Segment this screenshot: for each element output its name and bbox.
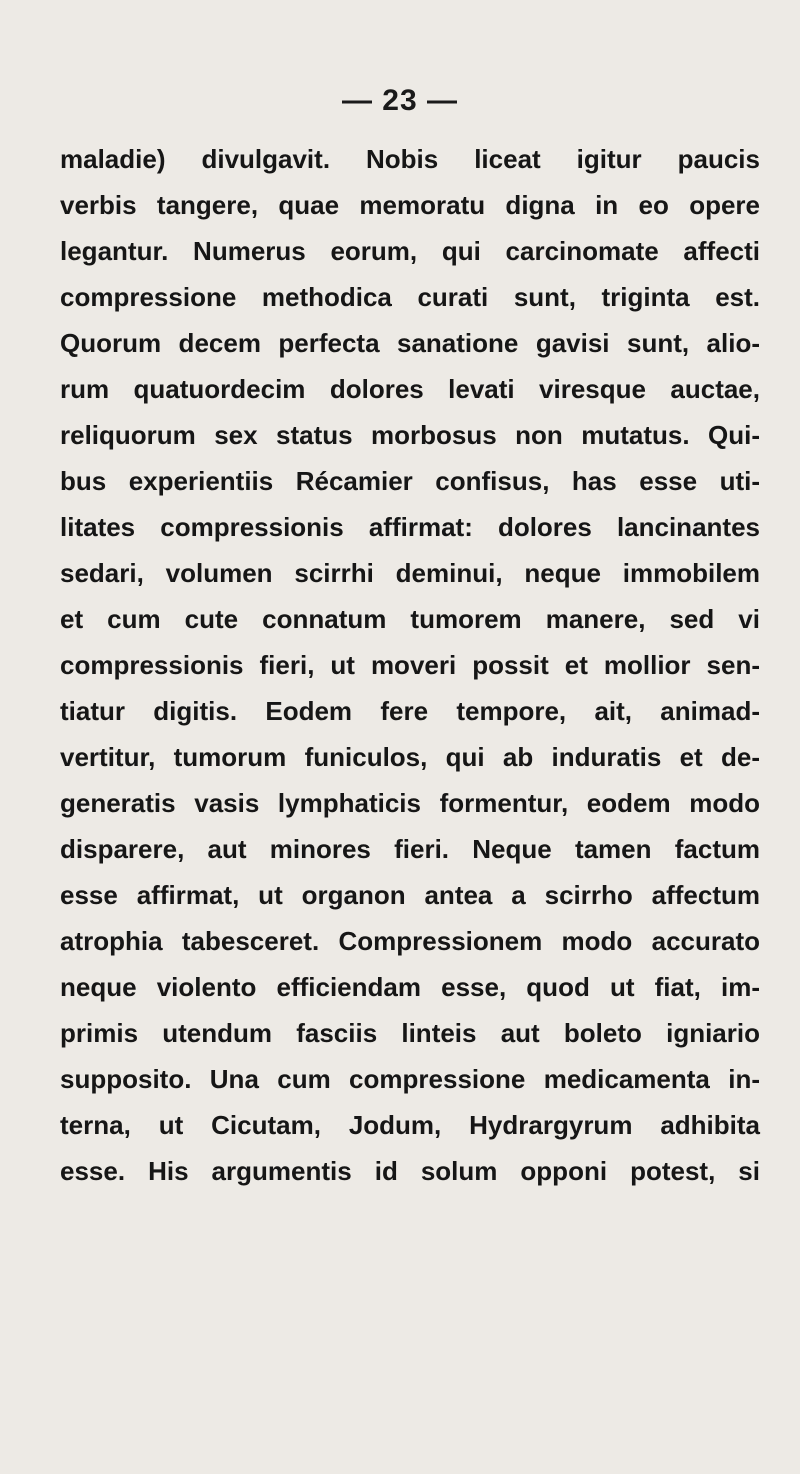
text-line: et cum cute connatum tumorem manere, sed vi (60, 604, 760, 634)
text-line: neque violento efficiendam esse, quod ut fiat, im- (60, 972, 760, 1002)
text-line: esse affirmat, ut organon antea a scirrho affectum (60, 880, 760, 910)
text-line: terna, ut Cicutam, Jodum, Hydrargyrum adhibita (60, 1110, 760, 1140)
text-line: vertitur, tumorum funiculos, qui ab induratis et de- (60, 742, 760, 772)
text-line: sedari, volumen scirrhi deminui, neque immobilem (60, 558, 760, 588)
text-line: legantur. Numerus eorum, qui carcinomate affecti (60, 236, 760, 266)
text-line: disparere, aut minores fieri. Neque tamen factum (60, 834, 760, 864)
text-line: rum quatuordecim dolores levati viresque auctae, (60, 374, 760, 404)
text-line: supposito. Una cum compressione medicamenta in- (60, 1064, 760, 1094)
text-line: compressione methodica curati sunt, triginta est. (60, 282, 760, 312)
text-line: Quorum decem perfecta sanatione gavisi sunt, alio- (60, 328, 760, 358)
text-line: primis utendum fasciis linteis aut boleto igniario (60, 1018, 760, 1048)
text-line: tiatur digitis. Eodem fere tempore, ait, animad- (60, 696, 760, 726)
text-line: verbis tangere, quae memoratu digna in eo opere (60, 190, 760, 220)
text-line: compressionis fieri, ut moveri possit et mollior sen- (60, 650, 760, 680)
text-line: bus experientiis Récamier confisus, has esse uti- (60, 466, 760, 496)
text-line: esse. His argumentis id solum opponi potest, si (60, 1156, 760, 1186)
text-line: litates compressionis affirmat: dolores lancinantes (60, 512, 760, 542)
body-text (60, 136, 760, 1194)
text-line: generatis vasis lymphaticis formentur, eodem modo (60, 788, 760, 818)
text-line: atrophia tabesceret. Compressionem modo accurato (60, 926, 760, 956)
text-line: maladie) divulgavit. Nobis liceat igitur paucis (60, 144, 760, 174)
text-line: reliquorum sex status morbosus non mutatus. Qui- (60, 420, 760, 450)
page-number: — 23 — (341, 84, 459, 117)
